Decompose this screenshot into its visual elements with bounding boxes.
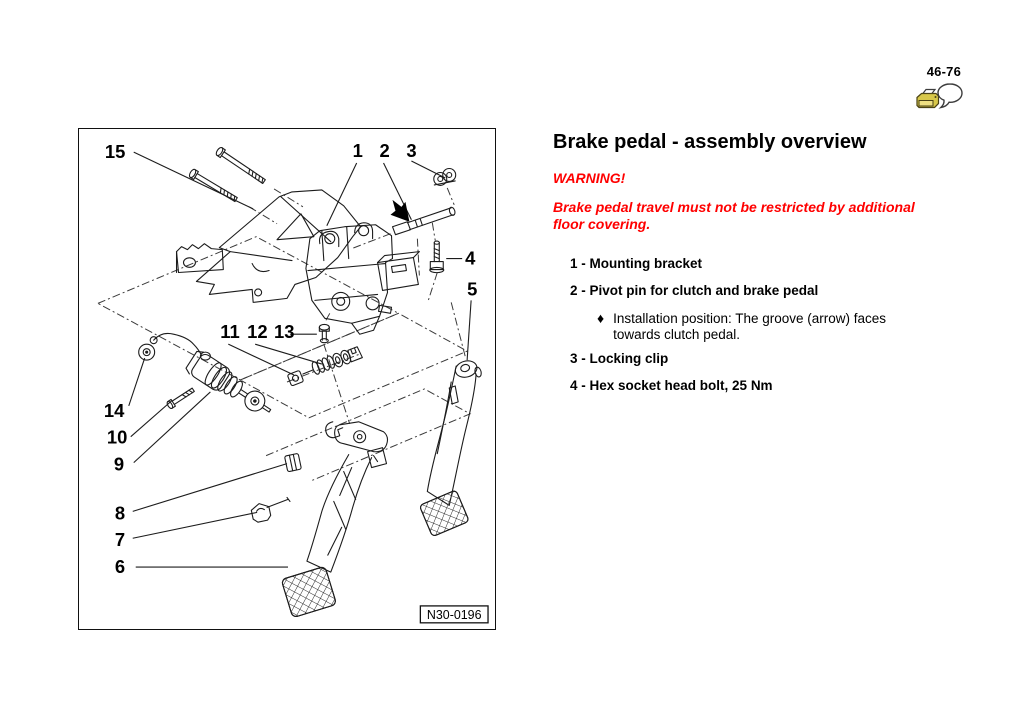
part-locking-clip bbox=[434, 169, 456, 186]
part-clutch-pedal bbox=[419, 359, 482, 537]
callout-1: 1 bbox=[352, 140, 363, 162]
part-hex-bolt bbox=[430, 241, 444, 273]
diamond-bullet-icon: ♦ bbox=[597, 310, 605, 326]
callout-14: 14 bbox=[103, 399, 125, 421]
page-number: 46-76 bbox=[926, 64, 961, 79]
callout-10: 10 bbox=[106, 426, 128, 448]
part-long-bolt-b bbox=[188, 168, 238, 203]
callout-12: 12 bbox=[247, 321, 268, 343]
callout-3: 3 bbox=[406, 140, 417, 162]
part-spring-washers bbox=[287, 346, 362, 386]
content-column bbox=[553, 131, 947, 406]
part-pivot-pin bbox=[391, 200, 456, 235]
part-long-bolt-a bbox=[215, 146, 267, 185]
parts-list bbox=[553, 257, 947, 393]
figure-id: N30-0196 bbox=[426, 607, 482, 622]
part-item-2: 2 - Pivot pin for clutch and brake pedal bbox=[570, 283, 819, 298]
part-clip-7 bbox=[250, 497, 290, 523]
part-pedal-bracket bbox=[306, 223, 419, 334]
header-icons bbox=[914, 82, 964, 111]
callout-15: 15 bbox=[104, 141, 126, 163]
part-bolt-10 bbox=[166, 386, 195, 409]
warning-label: WARNING! bbox=[553, 170, 626, 186]
figure-frame bbox=[78, 128, 496, 630]
part-item-3: 3 - Locking clip bbox=[570, 351, 669, 366]
callout-2: 2 bbox=[379, 140, 390, 162]
callout-11: 11 bbox=[220, 321, 240, 343]
part-brake-pedal bbox=[281, 422, 387, 618]
part-bolt-13 bbox=[319, 324, 329, 342]
part-clip-8 bbox=[285, 453, 302, 471]
callout-4: 4 bbox=[465, 247, 476, 269]
speech-balloon-icon[interactable] bbox=[935, 82, 964, 110]
callout-5: 5 bbox=[467, 278, 478, 300]
note-text: Installation position: The groove (arrow) faces towards clutch pedal. bbox=[613, 311, 887, 342]
figure-id-box bbox=[420, 606, 488, 623]
callout-9: 9 bbox=[113, 453, 125, 475]
callout-7: 7 bbox=[114, 529, 126, 551]
callout-13: 13 bbox=[274, 321, 295, 343]
exploded-diagram bbox=[79, 129, 495, 629]
page-title: Brake pedal - assembly overview bbox=[553, 131, 867, 153]
part-item-4: 4 - Hex socket head bolt, 25 Nm bbox=[570, 378, 773, 393]
warning-text: Brake pedal travel must not be restricted by additional floor covering. bbox=[553, 199, 915, 232]
part-item-1: 1 - Mounting bracket bbox=[570, 256, 703, 271]
note-bullet bbox=[597, 311, 902, 342]
callout-6: 6 bbox=[114, 556, 126, 578]
part-grommet bbox=[139, 344, 155, 360]
groove-arrow-icon bbox=[391, 200, 410, 222]
callout-8: 8 bbox=[114, 502, 126, 524]
part-master-cylinder bbox=[150, 333, 277, 421]
part-mounting-bracket bbox=[177, 190, 361, 302]
